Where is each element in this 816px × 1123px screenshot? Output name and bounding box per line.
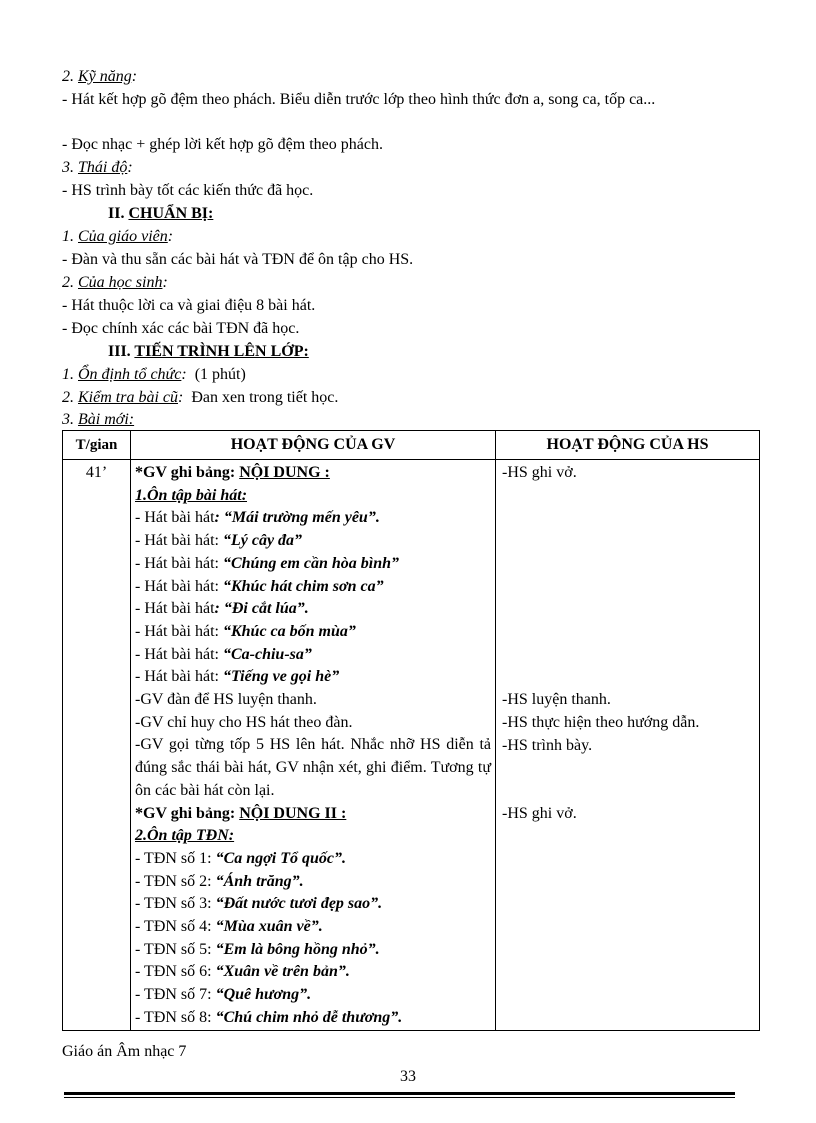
kiemtra-number: 2. <box>62 389 78 406</box>
tdn-title: “Đất nước tươi đẹp sao”. <box>215 895 383 913</box>
hs-prep-heading: 2. Của học sinh: <box>62 274 168 291</box>
song-prefix: - Hát bài hát: <box>135 668 223 686</box>
header-time: T/gian <box>63 431 131 460</box>
kynang-item-1: - Hát kết hợp gõ đệm theo phách. Biểu diễn trước lớp theo hình thức đơn a, song ca, tốp ca... <box>62 91 656 108</box>
gv-prep-number: 1. <box>62 228 78 245</box>
noidung1-prefix: *GV ghi bảng: <box>135 464 240 481</box>
baimoi-label: Bài mới: <box>78 411 135 428</box>
gv-prep-item: - Đàn và thu sẵn các bài hát và TĐN để ôn tập cho HS. <box>62 251 414 268</box>
tdn-prefix: - TĐN số 1: <box>135 849 216 867</box>
hs-thuc-hien: -HS thực hiện theo hướng dẫn. <box>502 714 700 731</box>
footer-rule-thin <box>64 1097 735 1098</box>
header-hs: HOẠT ĐỘNG CỦA HS <box>496 431 760 460</box>
song-prefix: - Hát bài hát: <box>135 532 223 550</box>
kiemtra-value: Đan xen trong tiết học. <box>191 389 339 406</box>
song-prefix: - Hát bài hát: <box>135 577 223 595</box>
kiemtra-label: Kiểm tra bài cũ <box>78 389 178 406</box>
hs-trinh-bay: -HS trình bày. <box>502 737 593 754</box>
tdn-item-6 <box>135 961 491 984</box>
gv-luyen-thanh: -GV đàn để HS luyện thanh. <box>135 691 317 709</box>
song-title: “Khúc ca bốn mùa” <box>222 622 356 640</box>
thaido-number: 3. <box>62 159 78 176</box>
tdn-item-3 <box>135 893 491 916</box>
kynang-heading: 2. Kỹ năng: <box>62 68 138 85</box>
song-prefix: - Hát bài hát: <box>135 645 223 663</box>
song-item-6 <box>135 621 491 644</box>
tdn-item-4 <box>135 916 491 939</box>
page-number: 33 <box>400 1068 416 1085</box>
gv-prep-heading: 1. Của giáo viên: <box>62 228 174 245</box>
song-item-3 <box>135 553 491 576</box>
tdn-prefix: - TĐN số 3: <box>135 895 216 913</box>
tdn-item-5 <box>135 939 491 962</box>
gv-prep-label: Của giáo viên <box>78 228 168 245</box>
gv-cell <box>131 460 496 1031</box>
song-item-8 <box>135 666 491 689</box>
table-header-row <box>63 431 760 460</box>
table-row <box>63 460 760 1031</box>
gv-goi-hs: -GV gọi từng tốp 5 HS lên hát. Nhắc nhỡ HS diễn tả đúng sắc thái bài hát, GV nhận xét, ghi điểm. Tương tự ôn các bài hát còn lại. <box>135 736 491 799</box>
ondinh-number: 1. <box>62 366 78 383</box>
song-item-5 <box>135 598 491 621</box>
song-item-4 <box>135 576 491 599</box>
kynang-item-2: - Đọc nhạc + ghép lời kết hợp gõ đệm theo phách. <box>62 136 383 153</box>
tdn-prefix: - TĐN số 7: <box>135 986 216 1004</box>
hs-ghi-vo-1: -HS ghi vở. <box>502 464 577 481</box>
song-title: “Khúc hát chim sơn ca” <box>222 577 384 595</box>
baimoi-heading <box>62 409 758 431</box>
header-gv: HOẠT ĐỘNG CỦA GV <box>131 431 496 460</box>
tdn-title: “Ánh trăng”. <box>215 872 304 890</box>
hs-ghi-vo-2: -HS ghi vở. <box>502 805 577 822</box>
noidung1-line <box>135 462 491 485</box>
hs-prep-item-1: - Hát thuộc lời ca và giai điệu 8 bài hát. <box>62 297 316 314</box>
song-prefix: - Hát bài hát <box>135 600 215 618</box>
chuanbi-number: II. <box>108 205 129 222</box>
tdn-prefix: - TĐN số 5: <box>135 940 216 958</box>
chuanbi-heading <box>108 203 758 225</box>
hs-cell <box>496 460 760 1031</box>
song-prefix: - Hát bài hát: <box>135 554 223 572</box>
ondinh-line: 1. Ổn định tổ chức: (1 phút) <box>62 366 246 383</box>
tientrinh-heading <box>108 341 758 363</box>
tdn-title: “Mùa xuân về”. <box>215 918 323 936</box>
tdn-title: “Quê hương”. <box>215 986 312 1004</box>
footer-title: Giáo án Âm nhạc 7 <box>62 1043 187 1060</box>
tdn-prefix: - TĐN số 8: <box>135 1008 216 1026</box>
hs-prep-item-2: - Đọc chính xác các bài TĐN đã học. <box>62 320 300 337</box>
tientrinh-number: III. <box>108 343 135 360</box>
kynang-label: Kỹ năng <box>78 68 132 85</box>
kynang-number: 2. <box>62 68 78 85</box>
tdn-title: “Ca ngợi Tổ quốc”. <box>215 849 346 867</box>
song-item-2 <box>135 530 491 553</box>
song-title: “Ca-chiu-sa” <box>222 645 312 663</box>
tdn-title: “Chú chim nhỏ dễ thương”. <box>215 1008 403 1026</box>
hs-prep-label: Của học sinh <box>78 274 163 291</box>
tdn-item-1 <box>135 848 491 871</box>
hs-prep-number: 2. <box>62 274 78 291</box>
footer-rule-thick <box>64 1092 735 1095</box>
noidung2-line <box>135 803 491 826</box>
hs-luyen-thanh: -HS luyện thanh. <box>502 691 611 708</box>
activities-table <box>62 430 760 1031</box>
song-title: “Lý cây đa” <box>222 532 303 550</box>
tdn-item-8 <box>135 1007 491 1030</box>
time-value: 41’ <box>85 464 108 481</box>
song-prefix: - Hát bài hát: <box>135 622 223 640</box>
tdn-prefix: - TĐN số 4: <box>135 918 216 936</box>
song-title: “Tiếng ve gọi hè” <box>222 668 340 686</box>
ondinh-label: Ổn định tổ chức <box>78 366 182 383</box>
song-item-7 <box>135 644 491 667</box>
noidung2-prefix: *GV ghi bảng: <box>135 804 240 822</box>
baimoi-number: 3. <box>62 411 78 428</box>
song-prefix: - Hát bài hát <box>135 509 215 527</box>
kiemtra-line: 2. Kiểm tra bài cũ: Đan xen trong tiết học. <box>62 389 339 406</box>
song-title: : “Đi cắt lúa”. <box>214 600 309 618</box>
thaido-item: - HS trình bày tốt các kiến thức đã học. <box>62 182 314 199</box>
tdn-prefix: - TĐN số 6: <box>135 963 216 981</box>
ondinh-value: (1 phút) <box>194 366 246 383</box>
thaido-label: Thái độ <box>78 159 128 176</box>
song-title: “Chúng em cần hòa bình” <box>222 554 400 572</box>
chuanbi-label: CHUẨN BỊ: <box>128 205 214 222</box>
tdn-title: “Xuân về trên bản”. <box>215 963 350 981</box>
gv-chi-huy: -GV chỉ huy cho HS hát theo đàn. <box>135 713 353 731</box>
thaido-heading: 3. Thái độ: <box>62 159 133 176</box>
section1-title: 1.Ôn tập bài hát: <box>135 486 248 504</box>
tdn-item-7 <box>135 984 491 1007</box>
noidung1-title: NỘI DUNG : <box>239 464 330 481</box>
section2-title: 2.Ôn tập TĐN: <box>135 827 235 845</box>
noidung2-title: NỘI DUNG II : <box>239 804 347 822</box>
tdn-item-2 <box>135 871 491 894</box>
tientrinh-label: TIẾN TRÌNH LÊN LỚP: <box>134 343 309 360</box>
time-cell <box>63 460 131 1031</box>
tdn-prefix: - TĐN số 2: <box>135 872 216 890</box>
song-title: : “Mái trường mến yêu”. <box>214 509 380 527</box>
tdn-title: “Em là bông hồng nhỏ”. <box>215 940 380 958</box>
song-item-1 <box>135 507 491 530</box>
